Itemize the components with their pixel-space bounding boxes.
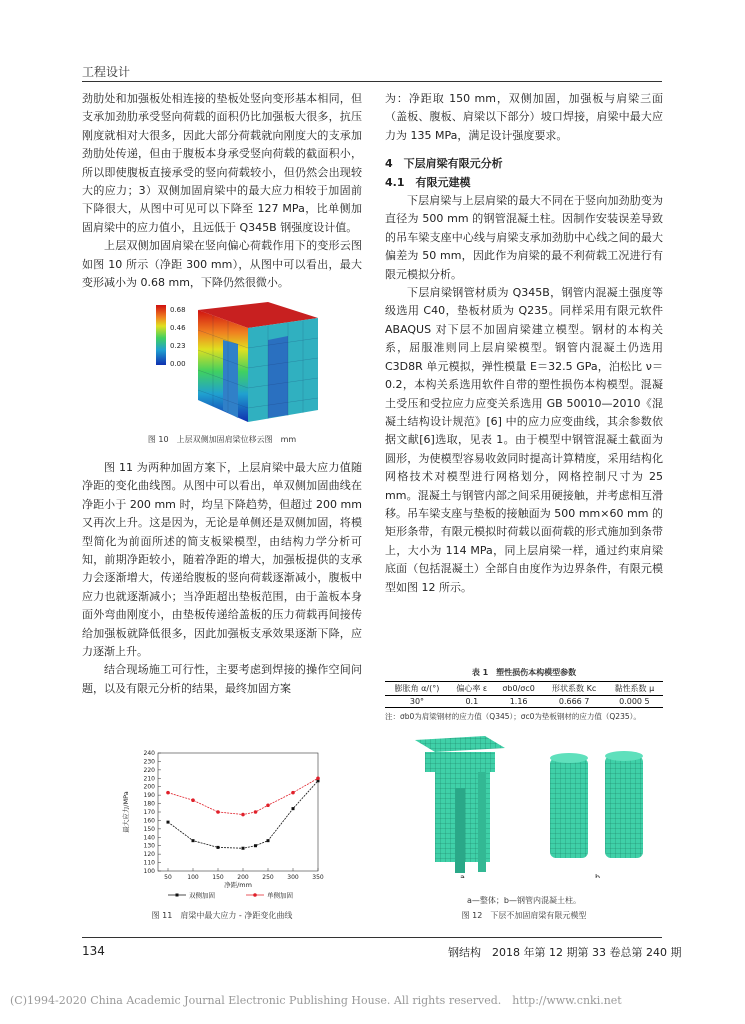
legend-label: 0.68 bbox=[170, 306, 186, 314]
y-tick-label: 210 bbox=[143, 775, 155, 783]
legend-label-1: 单侧加固 bbox=[267, 891, 293, 900]
figure-10-caption: 图 10 上层双侧加固肩梁位移云图 mm bbox=[147, 435, 297, 444]
right-column bbox=[385, 90, 663, 597]
y-tick-label: 130 bbox=[143, 842, 155, 850]
table-header-cell: 膨胀角 α/(°) bbox=[385, 682, 449, 696]
table-cell: 0.000 5 bbox=[606, 696, 663, 708]
model-a-whole bbox=[415, 736, 505, 873]
table-header-cell: 偏心率 ε bbox=[449, 682, 495, 696]
data-point bbox=[167, 821, 170, 824]
y-tick-label: 180 bbox=[143, 800, 155, 808]
data-point bbox=[217, 846, 220, 849]
x-tick-label: 250 bbox=[262, 874, 274, 881]
table-1 bbox=[385, 667, 663, 723]
table-cell: 0.1 bbox=[449, 696, 495, 708]
y-tick-label: 200 bbox=[143, 783, 155, 791]
x-tick-label: 100 bbox=[187, 874, 199, 881]
left-paragraph-1: 劲肋处和加强板处相连接的垫板处竖向变形基本相同，但支承加劲肋承受竖向荷载的面积仍比加强板大很多，抗压刚度就相对大很多，因此大部分荷载就向刚度大的支承加劲肋处传递，但由于腹板本身承受竖向荷载的截面积小，所以即使腹板直接承受的竖向荷载较小，但仍然会出现较大的应力；3）双侧加固肩梁中的最大应力相较于加固前下降很大，从图中可见可以下降至 127 MPa，比单侧加固肩梁中的应力值小，且远低于 Q345B 钢强度设计值。 bbox=[82, 92, 362, 234]
legend-label: 0.23 bbox=[170, 342, 186, 350]
y-tick-label: 230 bbox=[143, 758, 155, 766]
right-paragraph-2: 下层肩梁与上层肩梁的最大不同在于竖向加劲肋变为直径为 500 mm 的钢管混凝土柱。因制作安装误差导致的吊车梁支座中心线与肩梁支承加劲肋中心线之间的最大偏差为 50 mm，因此作为肩梁的最不利荷载工况进行有限元模拟分析。 bbox=[385, 194, 663, 281]
table-cell: 30° bbox=[385, 696, 449, 708]
x-tick-label: 200 bbox=[237, 874, 249, 881]
right-paragraph-1: 为：净距取 150 mm，双侧加固，加强板与肩梁三面（盖板、腹板、肩梁以下部分）坡口焊接，肩梁中最大应力为 135 MPa，满足设计强度要求。 bbox=[385, 92, 663, 142]
figure-12-subcaption: a—整体；b—钢管内混凝土柱。 bbox=[467, 896, 581, 905]
x-tick-label: 300 bbox=[287, 874, 299, 881]
page-number: 134 bbox=[82, 944, 105, 958]
label-b: b bbox=[595, 873, 601, 878]
data-point bbox=[242, 847, 245, 850]
data-point bbox=[216, 810, 220, 814]
left-column bbox=[82, 90, 362, 292]
y-tick-label: 240 bbox=[143, 750, 155, 757]
model-b-concrete-column bbox=[550, 751, 643, 858]
y-tick-label: 170 bbox=[143, 809, 155, 816]
table-header-cell: 形状系数 Kc bbox=[543, 682, 606, 696]
y-tick-label: 110 bbox=[143, 859, 155, 867]
plot-frame bbox=[158, 753, 318, 871]
colorbar bbox=[156, 305, 166, 365]
y-tick-label: 100 bbox=[143, 868, 155, 875]
figure-12 bbox=[400, 728, 660, 883]
left-paragraph-4: 结合现场施工可行性，主要考虑到焊接的操作空间问题，以及有限元分析的结果，最终加固方案 bbox=[82, 663, 362, 695]
copyright-notice: (C)1994-2020 China Academic Journal Electronic Publishing House. All rights reserved. http://www.cnki.net bbox=[10, 994, 622, 1007]
section-heading-4: 4 下层肩梁有限元分析 bbox=[385, 157, 503, 171]
data-point bbox=[166, 791, 170, 795]
y-tick-label: 140 bbox=[143, 834, 155, 842]
x-tick-label: 150 bbox=[212, 874, 224, 881]
x-axis-label: 净距/mm bbox=[224, 881, 252, 889]
header-rule bbox=[82, 81, 662, 82]
table-row bbox=[385, 696, 663, 708]
displacement-contour-plot bbox=[128, 300, 328, 425]
legend-label: 0.00 bbox=[170, 360, 186, 368]
figure-11 bbox=[118, 745, 328, 905]
table-1-grid bbox=[385, 681, 663, 708]
beam-model bbox=[198, 302, 318, 422]
data-point bbox=[192, 839, 195, 842]
y-tick-label: 120 bbox=[143, 851, 155, 859]
table-1-note: 注：σb0为肩梁钢材的应力值（Q345）；σc0为垫板钢材的应力值（Q235）。 bbox=[385, 712, 641, 721]
y-tick-label: 160 bbox=[143, 817, 155, 825]
table-1-title: 表 1 塑性损伤本构模型参数 bbox=[471, 668, 577, 677]
x-tick-label: 50 bbox=[164, 874, 172, 881]
left-paragraph-2: 上层双侧加固肩梁在竖向偏心荷载作用下的变形云图如图 10 所示（净距 300 mm），从图中可以看出，最大变形减小为 0.68 mm，下降仍然很微小。 bbox=[82, 239, 362, 290]
table-header-cell: σb0/σc0 bbox=[495, 682, 543, 696]
right-paragraph-3: 下层肩梁钢管材质为 Q345B，钢管内混凝土强度等级选用 C40，垫板材质为 Q235。同样采用有限元软件 ABAQUS 对下层不加固肩梁建立模型。钢材的本构关系，屈服准则同上层肩梁模型。钢管内混凝土仍选用 C3D8R 单元模拟，弹性模量 E＝32.5 GPa，泊松比 ν＝0.2，本构关系选用软件自带的塑性损伤本构模型。混凝土受压和受拉应力应变关系选用 GB 50010—2010《混凝土结构设计规范》[6] 中的应力应变曲线，其余参数依据文献[6]选取，见表 1。由于模型中钢管混凝土截面为圆形，为使模型容易收敛同时提高计算精度，采用结构化网格技术对模型进行网格划分，网格控制尺寸为 25 mm。混凝土与钢管内部之间采用硬接触，并考虑相互滑移。吊车梁支座与垫板的接触面为 500 mm×60 mm 的矩形条带，有限元模拟时荷载以面荷载的形式施加到条带上，大小为 114 MPa，同上层肩梁一样，通过约束肩梁底面（包括混凝土）全部自由度作为边界条件，有限元模型如图 12 所示。 bbox=[385, 286, 663, 594]
left-column-continued bbox=[82, 459, 362, 698]
legend-marker-0 bbox=[176, 894, 179, 897]
table-header-cell: 黏性系数 μ bbox=[606, 682, 663, 696]
left-paragraph-3: 图 11 为两种加固方案下，上层肩梁中最大应力值随净距的变化曲线图。从图中可以看出，单双侧加固曲线在净距小于 200 mm 时，均呈下降趋势，但超过 200 mm 又再次上升。这是因为，无论是单侧还是双侧加固，将模型简化为前面所述的简支板梁模型，由结构力学分析可知，前期净距较小，随着净距的增大，加强板提供的支承力会逐渐增大，传递给腹板的竖向荷载逐渐减小，腹板中应力也就逐渐减小；当净距超出垫板范围，由于盖板本身面外弯曲刚度小，由垫板传递给盖板的压力荷载再间接传给加强板就降低很多，因此加强板支承效果逐渐下降，应力逐渐上升。 bbox=[82, 461, 362, 659]
fe-model-illustration bbox=[400, 728, 660, 878]
y-tick-label: 150 bbox=[143, 825, 155, 833]
label-a: a bbox=[460, 873, 465, 878]
journal-info: 钢结构 2018 年第 12 期第 33 卷总第 240 期 bbox=[448, 946, 682, 959]
running-header: 工程设计 bbox=[82, 65, 131, 79]
data-point bbox=[316, 776, 320, 780]
y-tick-label: 190 bbox=[143, 792, 155, 800]
y-axis-label: 最大应力/MPa bbox=[122, 791, 130, 833]
x-tick-label: 350 bbox=[312, 874, 324, 881]
y-tick-label: 220 bbox=[143, 766, 155, 774]
data-point bbox=[254, 810, 258, 814]
data-point bbox=[266, 803, 270, 807]
legend-marker-1 bbox=[253, 893, 257, 897]
data-point bbox=[241, 813, 245, 817]
series-line-1 bbox=[168, 778, 318, 814]
data-point bbox=[267, 839, 270, 842]
figure-11-caption: 图 11 肩梁中最大应力 - 净距变化曲线 bbox=[151, 911, 293, 920]
stress-distance-chart bbox=[118, 745, 328, 905]
data-point bbox=[191, 798, 195, 802]
legend-label: 0.46 bbox=[170, 324, 186, 332]
data-point bbox=[291, 791, 295, 795]
data-point bbox=[292, 807, 295, 810]
figure-12-caption: 图 12 下层不加固肩梁有限元模型 bbox=[461, 911, 587, 920]
footer-rule bbox=[82, 937, 662, 938]
data-point bbox=[254, 844, 257, 847]
legend-label-0: 双侧加固 bbox=[189, 891, 215, 900]
table-cell: 1.16 bbox=[495, 696, 543, 708]
table-cell: 0.666 7 bbox=[543, 696, 606, 708]
section-heading-4-1: 4.1 有限元建模 bbox=[385, 175, 471, 189]
